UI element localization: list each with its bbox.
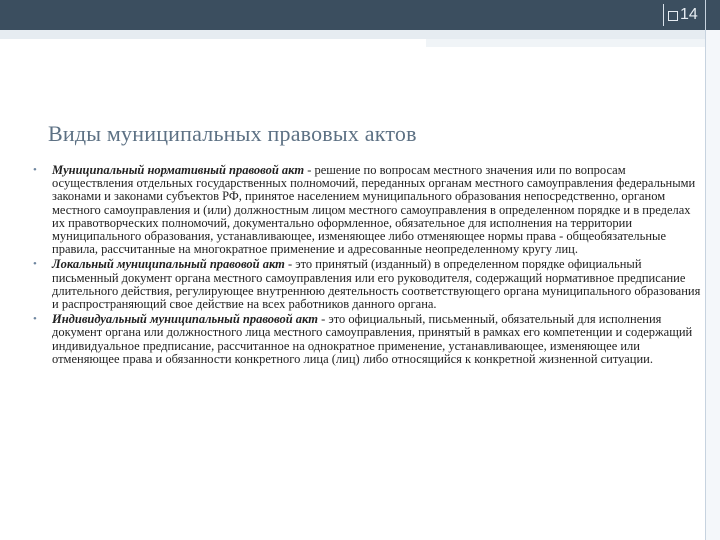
bullet-icon: • — [33, 164, 37, 176]
bullet-icon: • — [33, 258, 37, 271]
content-list — [33, 164, 703, 368]
header-subbar-accent — [426, 39, 720, 47]
right-margin-strip — [706, 30, 720, 540]
list-item — [33, 258, 703, 311]
slide-number-text: 14 — [680, 6, 698, 23]
item-term: Муниципальный нормативный правовой акт — [52, 163, 305, 177]
list-item — [33, 313, 703, 366]
slide-title: Виды муниципальных правовых актов — [48, 121, 417, 146]
header-bar — [0, 0, 720, 30]
item-text: - это официальный, письменный, обязательный для исполнения документ органа или должностного лица местного самоуправления, принятый в рамках его компетенции и содержащий индивидуальное предписание, рассчитанное на однократное применение, устанавливающее, изменяющее или отменяющее права и обязанности конкретного лица (лиц) либо относящийся к конкретной жизненной ситуации. — [52, 312, 693, 366]
item-text: - решение по вопросам местного значения или по вопросам осуществления отдельных государственных полномочий, переданных органам местного самоуправления федеральными законами и законами субъектов РФ, принятое населением муниципального образования непосредственно, органом местного самоуправления и (или) должностным лицом местного самоуправления в определенном порядке и в пределах их правотворческих полномочий, документально оформленное, обязательное для исполнения на территории муниципального образования, устанавливающее, изменяющее либо отменяющее нормы права - общеобязательные правила, рассчитанные на многократное применение и адресованные неопределенному кругу лиц. — [52, 163, 696, 257]
item-term: Индивидуальный муниципальный правовой акт — [52, 312, 318, 327]
item-term: Локальный муниципальный правовой акт — [52, 257, 285, 272]
list-item — [33, 164, 703, 256]
bullet-icon: • — [33, 313, 37, 326]
item-text: - это принятый (изданный) в определенном порядке официальный письменный документ органа местного самоуправления или его руководителя, содержащий нормативное предписание длительного действия, регулирующее внутреннюю деятельность соответствующего органа муниципального образования и распространяющий свое действие на всех работников данного органа. — [52, 257, 701, 312]
slide-number — [663, 4, 720, 26]
header-subbar — [0, 30, 720, 39]
slide-number-marker-icon — [668, 11, 678, 21]
